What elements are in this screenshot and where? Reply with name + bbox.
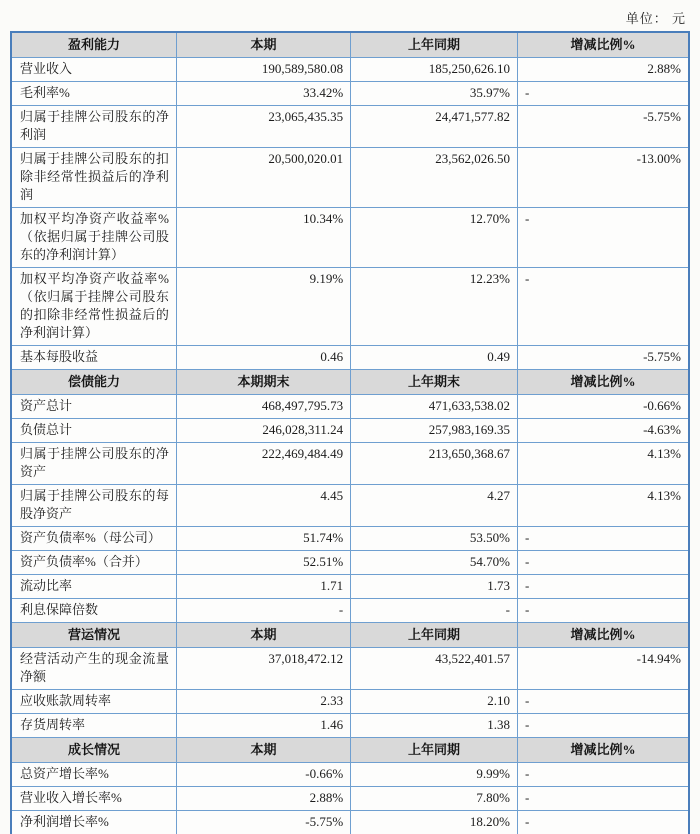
section-header-cell: 盈利能力 xyxy=(11,32,176,58)
row-label-cell: 存货周转率 xyxy=(11,714,176,738)
row-label-cell: 利息保障倍数 xyxy=(11,599,176,623)
value-cell-current: 20,500,020.01 xyxy=(176,148,350,208)
value-cell-change: - xyxy=(517,811,689,834)
value-cell-current: -0.66% xyxy=(176,763,350,787)
value-cell-change: - xyxy=(517,527,689,551)
section-header-cell: 增减比例% xyxy=(517,32,689,58)
table-row xyxy=(11,346,689,370)
row-label-cell: 毛利率% xyxy=(11,82,176,106)
row-label-cell: 总资产增长率% xyxy=(11,763,176,787)
section-header-cell: 偿债能力 xyxy=(11,370,176,395)
value-cell-prior: 9.99% xyxy=(351,763,518,787)
value-cell-prior: 24,471,577.82 xyxy=(351,106,518,148)
value-cell-current: 468,497,795.73 xyxy=(176,395,350,419)
row-label-cell: 资产负债率%（母公司） xyxy=(11,527,176,551)
value-cell-prior: 1.38 xyxy=(351,714,518,738)
value-cell-prior: 53.50% xyxy=(351,527,518,551)
section-header-cell: 营运情况 xyxy=(11,623,176,648)
table-row xyxy=(11,575,689,599)
value-cell-change: 4.13% xyxy=(517,485,689,527)
table-row xyxy=(11,208,689,268)
value-cell-prior: 471,633,538.02 xyxy=(351,395,518,419)
value-cell-change: - xyxy=(517,551,689,575)
value-cell-change: -5.75% xyxy=(517,106,689,148)
value-cell-current: -5.75% xyxy=(176,811,350,834)
value-cell-change: -4.63% xyxy=(517,419,689,443)
value-cell-change: - xyxy=(517,763,689,787)
table-row xyxy=(11,395,689,419)
table-row xyxy=(11,690,689,714)
value-cell-change: -14.94% xyxy=(517,648,689,690)
table-row xyxy=(11,763,689,787)
value-cell-current: 4.45 xyxy=(176,485,350,527)
section-header-cell: 增减比例% xyxy=(517,370,689,395)
section-header-cell: 上年同期 xyxy=(351,623,518,648)
row-label-cell: 基本每股收益 xyxy=(11,346,176,370)
row-label-cell: 归属于挂牌公司股东的扣除非经常性损益后的净利润 xyxy=(11,148,176,208)
table-row xyxy=(11,527,689,551)
value-cell-current: 37,018,472.12 xyxy=(176,648,350,690)
section-header-row xyxy=(11,32,689,58)
section-header-cell: 本期 xyxy=(176,738,350,763)
value-cell-current: 2.33 xyxy=(176,690,350,714)
section-header-cell: 成长情况 xyxy=(11,738,176,763)
section-header-row xyxy=(11,370,689,395)
section-header-cell: 增减比例% xyxy=(517,623,689,648)
value-cell-change: - xyxy=(517,82,689,106)
table-row xyxy=(11,787,689,811)
value-cell-change: 4.13% xyxy=(517,443,689,485)
value-cell-current: 23,065,435.35 xyxy=(176,106,350,148)
row-label-cell: 归属于挂牌公司股东的净利润 xyxy=(11,106,176,148)
value-cell-current: 52.51% xyxy=(176,551,350,575)
section-header-cell: 上年同期 xyxy=(351,32,518,58)
value-cell-change: - xyxy=(517,268,689,346)
value-cell-change: - xyxy=(517,690,689,714)
row-label-cell: 负债总计 xyxy=(11,419,176,443)
row-label-cell: 加权平均净资产收益率%（依据归属于挂牌公司股东的净利润计算） xyxy=(11,208,176,268)
row-label-cell: 营业收入增长率% xyxy=(11,787,176,811)
table-row xyxy=(11,599,689,623)
table-row xyxy=(11,268,689,346)
row-label-cell: 资产负债率%（合并） xyxy=(11,551,176,575)
value-cell-change: - xyxy=(517,714,689,738)
value-cell-prior: 4.27 xyxy=(351,485,518,527)
table-row xyxy=(11,148,689,208)
table-row xyxy=(11,714,689,738)
value-cell-prior: 257,983,169.35 xyxy=(351,419,518,443)
row-label-cell: 归属于挂牌公司股东的净资产 xyxy=(11,443,176,485)
value-cell-prior: 12.23% xyxy=(351,268,518,346)
row-label-cell: 流动比率 xyxy=(11,575,176,599)
value-cell-current: 0.46 xyxy=(176,346,350,370)
financial-table-body xyxy=(11,32,689,834)
row-label-cell: 应收账款周转率 xyxy=(11,690,176,714)
section-header-cell: 增减比例% xyxy=(517,738,689,763)
value-cell-change: - xyxy=(517,599,689,623)
value-cell-change: - xyxy=(517,575,689,599)
section-header-cell: 上年同期 xyxy=(351,738,518,763)
value-cell-current: 10.34% xyxy=(176,208,350,268)
value-cell-current: 246,028,311.24 xyxy=(176,419,350,443)
value-cell-current: 1.46 xyxy=(176,714,350,738)
value-cell-current: - xyxy=(176,599,350,623)
value-cell-change: - xyxy=(517,787,689,811)
unit-label: 单位： 元 xyxy=(625,11,686,26)
financial-table xyxy=(10,31,690,834)
value-cell-prior: 213,650,368.67 xyxy=(351,443,518,485)
section-header-row xyxy=(11,623,689,648)
table-row xyxy=(11,58,689,82)
table-row xyxy=(11,106,689,148)
value-cell-prior: 18.20% xyxy=(351,811,518,834)
value-cell-change: 2.88% xyxy=(517,58,689,82)
row-label-cell: 净利润增长率% xyxy=(11,811,176,834)
value-cell-prior: 1.73 xyxy=(351,575,518,599)
value-cell-prior: 23,562,026.50 xyxy=(351,148,518,208)
value-cell-current: 222,469,484.49 xyxy=(176,443,350,485)
row-label-cell: 加权平均净资产收益率%（依归属于挂牌公司股东的扣除非经常性损益后的净利润计算） xyxy=(11,268,176,346)
row-label-cell: 营业收入 xyxy=(11,58,176,82)
table-row xyxy=(11,419,689,443)
table-row xyxy=(11,443,689,485)
section-header-row xyxy=(11,738,689,763)
value-cell-current: 2.88% xyxy=(176,787,350,811)
value-cell-current: 1.71 xyxy=(176,575,350,599)
value-cell-change: -13.00% xyxy=(517,148,689,208)
row-label-cell: 资产总计 xyxy=(11,395,176,419)
value-cell-prior: 12.70% xyxy=(351,208,518,268)
value-cell-change: -5.75% xyxy=(517,346,689,370)
value-cell-prior: 54.70% xyxy=(351,551,518,575)
row-label-cell: 归属于挂牌公司股东的每股净资产 xyxy=(11,485,176,527)
value-cell-prior: 185,250,626.10 xyxy=(351,58,518,82)
table-row xyxy=(11,811,689,834)
value-cell-prior: 2.10 xyxy=(351,690,518,714)
value-cell-prior: 7.80% xyxy=(351,787,518,811)
value-cell-change: - xyxy=(517,208,689,268)
section-header-cell: 本期 xyxy=(176,32,350,58)
value-cell-prior: 43,522,401.57 xyxy=(351,648,518,690)
value-cell-prior: - xyxy=(351,599,518,623)
value-cell-current: 51.74% xyxy=(176,527,350,551)
section-header-cell: 上年期末 xyxy=(351,370,518,395)
value-cell-prior: 0.49 xyxy=(351,346,518,370)
value-cell-change: -0.66% xyxy=(517,395,689,419)
value-cell-current: 9.19% xyxy=(176,268,350,346)
row-label-cell: 经营活动产生的现金流量净额 xyxy=(11,648,176,690)
section-header-cell: 本期期末 xyxy=(176,370,350,395)
table-row xyxy=(11,551,689,575)
value-cell-current: 190,589,580.08 xyxy=(176,58,350,82)
table-row xyxy=(11,648,689,690)
section-header-cell: 本期 xyxy=(176,623,350,648)
value-cell-current: 33.42% xyxy=(176,82,350,106)
table-row xyxy=(11,82,689,106)
value-cell-prior: 35.97% xyxy=(351,82,518,106)
table-row xyxy=(11,485,689,527)
